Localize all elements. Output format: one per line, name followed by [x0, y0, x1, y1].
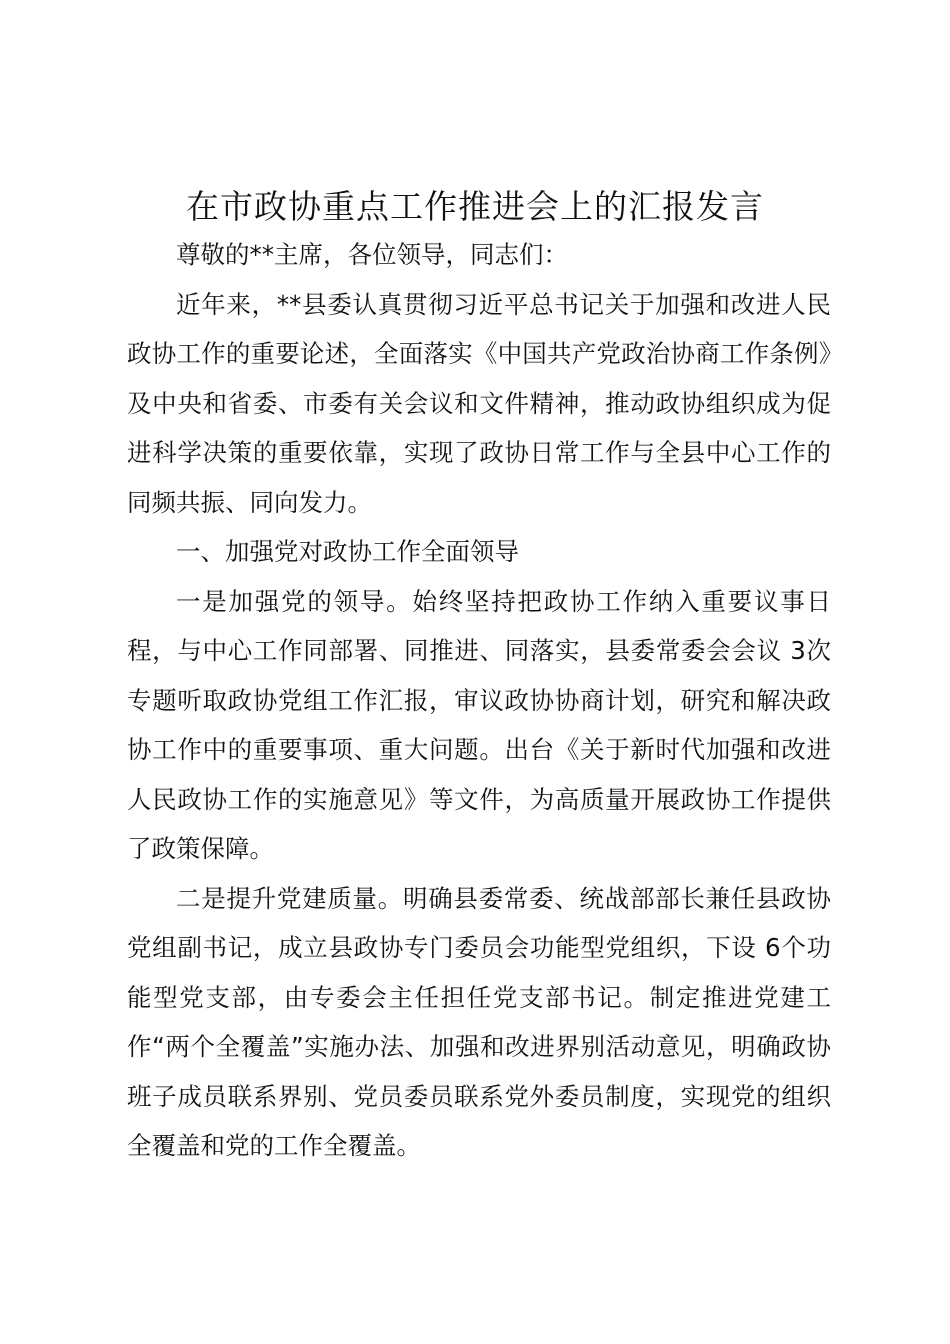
point-two-paragraph: 二是提升党建质量。明确县委常委、统战部部长兼任县政协党组副书记，成立县政协专门委员会功能型党组织，下设 6个功能型党支部，由专委会主任担任党支部书记。制定推进党建工作“两个全覆盖”实施办法、加强和改进界别活动意见，明确政协班子成员联系界别、党员委员联系党外委员制度，实现党的组织全覆盖和党的工作全覆盖。: [127, 883, 831, 1160]
point-one-paragraph: 一是加强党的领导。始终坚持把政协工作纳入重要议事日程，与中心工作同部署、同推进、同落实，县委常委会会议 3次专题听取政协党组工作汇报，审议政协协商计划，研究和解决政协工作中的重要事项、重大问题。出台《关于新时代加强和改进人民政协工作的实施意见》等文件，为高质量开展政协工作提供了政策保障。: [127, 586, 831, 863]
document-title: 在市政协重点工作推进会上的汇报发言: [186, 187, 764, 226]
document-body: [127, 230, 831, 1171]
salutation-paragraph: 尊敬的**主席，各位领导，同志们：: [176, 240, 568, 269]
intro-paragraph: 近年来，**县委认真贯彻习近平总书记关于加强和改进人民政协工作的重要论述，全面落实《中国共产党政治协商工作条例》及中央和省委、市委有关会议和文件精神，推动政协组织成为促进科学决策的重要依靠，实现了政协日常工作与全县中心工作的同频共振、同向发力。: [127, 289, 831, 517]
section-heading: 一、加强党对政协工作全面领导: [176, 537, 519, 566]
